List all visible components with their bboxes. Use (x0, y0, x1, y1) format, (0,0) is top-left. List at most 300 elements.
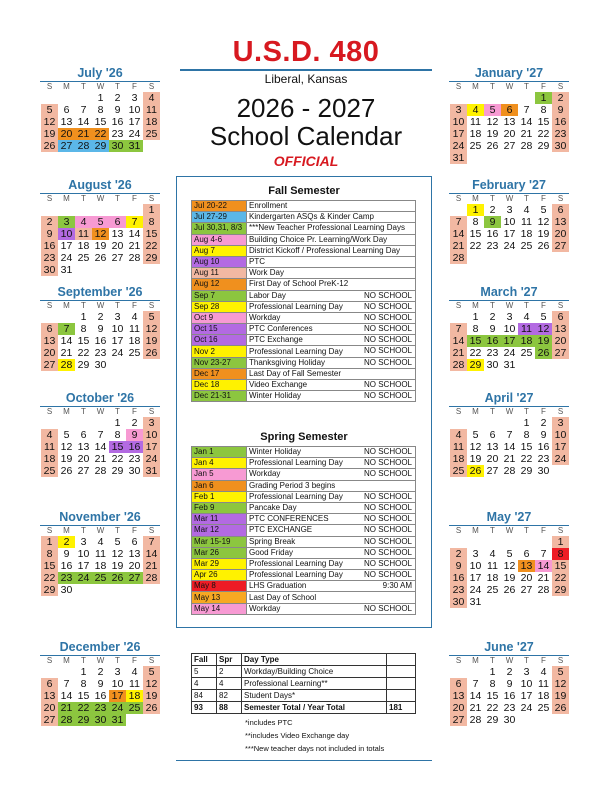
day-cell: 12 (552, 678, 569, 690)
event-row (192, 558, 416, 569)
calendar-title: School Calendar (209, 121, 403, 151)
day-cell: 7 (126, 216, 143, 228)
event-note: NO SCHOOL (363, 458, 412, 468)
day-cell: 7 (63, 678, 70, 690)
day-cell: 1 (472, 311, 479, 323)
day-cell: 2 (540, 417, 547, 429)
day-cell: 16 (450, 572, 467, 584)
event-date: Aug 10 (192, 256, 247, 267)
event-description: ***New Teacher Professional Learning Days (249, 223, 405, 233)
summary-header-fall: Fall (192, 654, 217, 666)
day-cell: 22 (111, 453, 124, 465)
event-description: PTC (249, 257, 265, 267)
day-cell: 6 (552, 311, 569, 323)
day-cell: 31 (469, 596, 482, 608)
day-cell: 8 (540, 104, 547, 116)
day-cell: 16 (111, 116, 124, 128)
empty-day (518, 92, 535, 104)
day-cell: 5 (484, 104, 501, 116)
weekday-label: M (472, 82, 479, 91)
footnote-new-teacher: ***New teacher days not included in totals (245, 744, 385, 753)
day-cell: 24 (450, 140, 467, 152)
day-cell: 12 (92, 228, 109, 240)
event-cell (247, 201, 416, 212)
weekday-label: F (132, 194, 137, 203)
day-cell: 25 (486, 584, 499, 596)
event-row (192, 256, 416, 267)
event-row (192, 380, 416, 391)
day-cell: 18 (77, 240, 90, 252)
day-grid (449, 536, 569, 608)
empty-day (501, 417, 518, 429)
day-cell: 15 (552, 560, 569, 572)
day-cell: 22 (469, 240, 482, 252)
event-date: Aug 7 (192, 245, 247, 256)
day-cell: 9 (450, 560, 467, 572)
event-cell (247, 491, 416, 502)
weekday-label: S (46, 301, 53, 310)
weekday-label: T (524, 407, 529, 416)
summary-fall-value: 4 (192, 678, 217, 690)
day-cell: 17 (77, 560, 90, 572)
day-cell: 8 (472, 323, 479, 335)
day-cell: 26 (486, 140, 499, 152)
day-cell: 16 (486, 228, 499, 240)
weekday-header (449, 656, 569, 666)
event-row (192, 234, 416, 245)
day-cell: 15 (77, 335, 90, 347)
day-cell: 29 (77, 359, 90, 371)
day-cell: 19 (469, 453, 482, 465)
month-november-2026 (40, 511, 160, 596)
empty-day (501, 92, 518, 104)
event-note: NO SCHOOL (363, 380, 412, 389)
day-cell: 19 (535, 335, 552, 347)
day-cell: 17 (450, 128, 467, 140)
weekday-header (40, 526, 160, 536)
empty-day (58, 417, 75, 429)
day-cell: 27 (552, 240, 569, 252)
day-cell: 11 (143, 104, 160, 116)
day-cell: 25 (520, 347, 533, 359)
event-description: Professional Learning Day (249, 346, 343, 356)
day-cell: 8 (80, 323, 87, 335)
weekday-label: M (472, 656, 479, 665)
day-grid (449, 417, 569, 477)
weekday-label: S (148, 301, 155, 310)
month-february-2027 (449, 179, 569, 264)
day-grid (449, 666, 569, 726)
event-cell (247, 380, 416, 391)
day-cell: 10 (77, 548, 90, 560)
day-cell: 3 (472, 548, 479, 560)
event-row (192, 570, 416, 581)
weekday-label: S (455, 526, 462, 535)
day-cell: 10 (450, 116, 467, 128)
event-note: 9:30 AM (382, 581, 412, 591)
day-cell: 22 (92, 128, 109, 140)
day-cell: 31 (109, 714, 126, 726)
day-cell: 15 (520, 441, 533, 453)
event-cell (247, 234, 416, 245)
event-description: Building Choice Pr. Learning/Work Day (249, 234, 388, 244)
day-cell: 20 (41, 347, 58, 359)
event-row (192, 335, 416, 346)
empty-day (450, 92, 467, 104)
day-cell: 10 (520, 678, 533, 690)
event-description: Enrollment (249, 201, 288, 211)
event-row (192, 301, 416, 312)
day-cell: 29 (520, 465, 533, 477)
day-cell: 31 (126, 140, 143, 152)
day-cell: 19 (41, 128, 58, 140)
empty-day (450, 536, 467, 548)
day-cell: 29 (537, 140, 550, 152)
day-cell: 15 (109, 441, 126, 453)
day-cell: 4 (97, 536, 104, 548)
day-cell: 3 (143, 417, 160, 429)
day-cell: 24 (520, 702, 533, 714)
weekday-label: W (505, 301, 514, 310)
weekday-label: T (81, 301, 86, 310)
day-cell: 3 (80, 536, 87, 548)
day-cell: 9 (97, 323, 104, 335)
event-cell (247, 502, 416, 513)
weekday-header (449, 82, 569, 92)
weekday-label: M (63, 82, 70, 91)
day-cell: 20 (503, 128, 516, 140)
day-cell: 17 (501, 335, 518, 347)
day-cell: 31 (60, 264, 73, 276)
day-cell: 15 (537, 116, 550, 128)
event-date: Dec 17 (192, 368, 247, 379)
day-cell: 4 (450, 429, 467, 441)
weekday-label: S (148, 82, 155, 91)
summary-year-value (387, 690, 416, 702)
weekday-header (449, 526, 569, 536)
day-cell: 21 (537, 572, 550, 584)
day-cell: 2 (552, 92, 569, 104)
day-cell: 6 (63, 104, 70, 116)
event-cell (247, 357, 416, 368)
event-description: PTC CONFERENCES (249, 514, 329, 524)
day-cell: 13 (552, 323, 569, 335)
empty-day (58, 92, 75, 104)
day-cell: 13 (60, 116, 73, 128)
day-cell: 21 (58, 702, 75, 714)
event-description: Winter Holiday (249, 447, 302, 457)
day-cell: 20 (450, 702, 467, 714)
day-cell: 14 (469, 690, 482, 702)
weekday-label: W (96, 301, 105, 310)
summary-total-row (192, 702, 416, 714)
event-date: Jul 27-29 (192, 212, 247, 223)
empty-day (450, 311, 467, 323)
event-cell (247, 558, 416, 569)
event-date: Sep 28 (192, 301, 247, 312)
footnote-ptc: *includes PTC (245, 718, 293, 727)
day-cell: 29 (467, 359, 484, 371)
empty-day (109, 204, 126, 216)
day-cell: 14 (450, 228, 467, 240)
day-cell: 16 (126, 441, 143, 453)
day-cell: 30 (552, 140, 569, 152)
day-cell: 10 (58, 228, 75, 240)
event-cell (247, 469, 416, 480)
empty-day (41, 92, 58, 104)
day-cell: 9 (63, 548, 70, 560)
event-cell (247, 458, 416, 469)
month-title: February '27 (449, 179, 569, 194)
day-cell: 10 (469, 560, 482, 572)
day-cell: 3 (523, 666, 530, 678)
weekday-header (449, 194, 569, 204)
summary-row (192, 678, 416, 690)
day-cell: 18 (469, 128, 482, 140)
day-cell: 27 (41, 714, 58, 726)
event-row (192, 514, 416, 525)
day-cell: 26 (143, 702, 160, 714)
day-cell: 3 (114, 666, 121, 678)
month-title: December '26 (40, 641, 160, 656)
event-row (192, 346, 416, 357)
day-cell: 19 (60, 453, 73, 465)
day-cell: 22 (41, 572, 58, 584)
day-cell: 4 (131, 311, 138, 323)
day-cell: 30 (109, 140, 126, 152)
day-cell: 21 (60, 347, 73, 359)
event-date: Jan 1 (192, 447, 247, 458)
weekday-label: T (524, 301, 529, 310)
day-cell: 20 (128, 560, 141, 572)
day-cell: 13 (111, 228, 124, 240)
day-cell: 18 (450, 453, 467, 465)
event-row (192, 279, 416, 290)
empty-day (92, 204, 109, 216)
empty-day (467, 417, 484, 429)
day-cell: 26 (60, 465, 73, 477)
day-cell: 25 (41, 465, 58, 477)
day-cell: 3 (114, 311, 121, 323)
summary-row (192, 690, 416, 702)
event-note: NO SCHOOL (363, 357, 412, 367)
weekday-label: S (557, 301, 564, 310)
summary-daytype: Student Days* (242, 690, 387, 702)
day-cell: 1 (114, 417, 121, 429)
day-cell: 24 (469, 584, 482, 596)
event-description: Pancake Day (249, 503, 297, 513)
weekday-label: T (490, 194, 495, 203)
day-cell: 17 (111, 335, 124, 347)
summary-year-value (387, 678, 416, 690)
event-row (192, 491, 416, 502)
event-row (192, 357, 416, 368)
event-cell (247, 447, 416, 458)
event-date: Feb 9 (192, 502, 247, 513)
day-cell: 23 (92, 702, 109, 714)
day-cell: 25 (520, 240, 533, 252)
day-cell: 23 (41, 252, 58, 264)
day-cell: 6 (501, 104, 518, 116)
summary-fall-value: 84 (192, 690, 217, 702)
district-title: U.S.D. 480 (232, 36, 380, 68)
weekday-label: T (115, 301, 120, 310)
day-cell: 14 (535, 560, 552, 572)
weekday-label: F (541, 82, 546, 91)
weekday-header (40, 194, 160, 204)
event-cell (247, 279, 416, 290)
day-cell: 12 (60, 441, 73, 453)
day-cell: 2 (114, 92, 121, 104)
event-cell (247, 301, 416, 312)
day-cell: 14 (60, 690, 73, 702)
day-cell: 19 (143, 690, 160, 702)
day-cell: 29 (552, 584, 569, 596)
weekday-label: W (505, 407, 514, 416)
weekday-label: M (472, 194, 479, 203)
summary-daytype: Professional Learning** (242, 678, 387, 690)
day-cell: 2 (97, 311, 104, 323)
weekday-label: S (557, 194, 564, 203)
weekday-label: T (490, 301, 495, 310)
day-cell: 15 (77, 690, 90, 702)
day-cell: 22 (520, 453, 533, 465)
day-cell: 11 (470, 116, 481, 128)
day-cell: 3 (552, 417, 569, 429)
event-cell (247, 223, 416, 234)
day-cell: 13 (552, 216, 569, 228)
summary-header-spring: Spr (217, 654, 242, 666)
event-date: Sep 7 (192, 290, 247, 301)
event-date: Nov 23-27 (192, 357, 247, 368)
day-cell: 11 (95, 548, 106, 560)
day-cell: 24 (75, 572, 92, 584)
day-cell: 4 (467, 104, 484, 116)
day-cell: 25 (450, 465, 467, 477)
day-cell: 26 (537, 240, 550, 252)
day-cell: 24 (552, 453, 569, 465)
day-grid (40, 204, 160, 276)
day-cell: 10 (503, 216, 516, 228)
weekday-label: S (46, 656, 53, 665)
day-cell: 5 (472, 429, 479, 441)
day-cell: 27 (486, 465, 499, 477)
month-title: August '26 (40, 179, 160, 194)
event-date: Mar 11 (192, 514, 247, 525)
weekday-label: S (557, 407, 564, 416)
summary-total-fall: 93 (192, 702, 217, 714)
day-cell: 10 (111, 678, 124, 690)
empty-day (467, 92, 484, 104)
day-cell: 1 (535, 92, 552, 104)
empty-day (41, 204, 58, 216)
day-cell: 14 (60, 335, 73, 347)
event-date: Oct 15 (192, 324, 247, 335)
event-note: NO SCHOOL (363, 290, 412, 300)
weekday-label: M (63, 656, 70, 665)
day-cell: 12 (143, 678, 160, 690)
day-cell: 10 (552, 429, 569, 441)
weekday-label: F (132, 526, 137, 535)
month-october-2026 (40, 392, 160, 477)
event-date: Dec 18 (192, 380, 247, 391)
day-cell: 2 (489, 311, 496, 323)
event-date: May 14 (192, 603, 247, 614)
day-cell: 28 (450, 252, 467, 264)
day-cell: 17 (469, 572, 482, 584)
day-cell: 18 (41, 453, 58, 465)
day-cell: 11 (538, 678, 549, 690)
day-cell: 15 (469, 228, 482, 240)
day-grid (449, 204, 569, 264)
weekday-label: T (115, 407, 120, 416)
event-description: PTC Exchange (249, 335, 303, 345)
day-cell: 16 (94, 690, 107, 702)
weekday-label: M (472, 301, 479, 310)
weekday-label: S (455, 194, 462, 203)
weekday-label: S (46, 82, 53, 91)
month-january-2027 (449, 67, 569, 164)
day-cell: 10 (128, 104, 141, 116)
day-cell: 3 (506, 311, 513, 323)
event-row (192, 603, 416, 614)
empty-day (41, 311, 58, 323)
weekday-label: S (46, 194, 53, 203)
empty-day (467, 536, 484, 548)
day-cell: 11 (75, 228, 92, 240)
day-cell: 2 (489, 204, 496, 216)
day-cell: 12 (537, 216, 550, 228)
event-date: Dec 21-31 (192, 391, 247, 402)
event-description: LHS Graduation (249, 581, 307, 591)
day-cell: 9 (489, 323, 496, 335)
day-cell: 8 (114, 429, 121, 441)
official-label: OFFICIAL (273, 153, 339, 169)
empty-day (75, 417, 92, 429)
day-cell: 14 (77, 116, 90, 128)
day-cell: 14 (128, 228, 141, 240)
day-cell: 22 (469, 347, 482, 359)
day-cell: 27 (503, 140, 516, 152)
day-cell: 16 (94, 335, 107, 347)
day-cell: 8 (523, 429, 530, 441)
location: Liberal, Kansas (264, 72, 348, 86)
day-type-summary (191, 653, 416, 714)
day-grid (40, 92, 160, 152)
day-cell: 23 (537, 453, 550, 465)
day-cell: 5 (92, 216, 109, 228)
event-cell (247, 603, 416, 614)
event-date: May 13 (192, 592, 247, 603)
empty-day (484, 536, 501, 548)
event-row (192, 469, 416, 480)
event-note: NO SCHOOL (363, 447, 412, 456)
weekday-label: W (96, 82, 105, 91)
day-cell: 28 (128, 252, 141, 264)
month-december-2026 (40, 641, 160, 726)
day-cell: 5 (41, 104, 58, 116)
event-row (192, 525, 416, 536)
day-cell: 5 (143, 311, 160, 323)
event-date: Jan 6 (192, 480, 247, 491)
month-september-2026 (40, 286, 160, 371)
day-cell: 19 (111, 560, 124, 572)
day-cell: 13 (41, 335, 58, 347)
weekday-label: T (81, 526, 86, 535)
day-cell: 19 (537, 228, 550, 240)
day-cell: 16 (503, 690, 516, 702)
day-cell: 12 (535, 323, 552, 335)
